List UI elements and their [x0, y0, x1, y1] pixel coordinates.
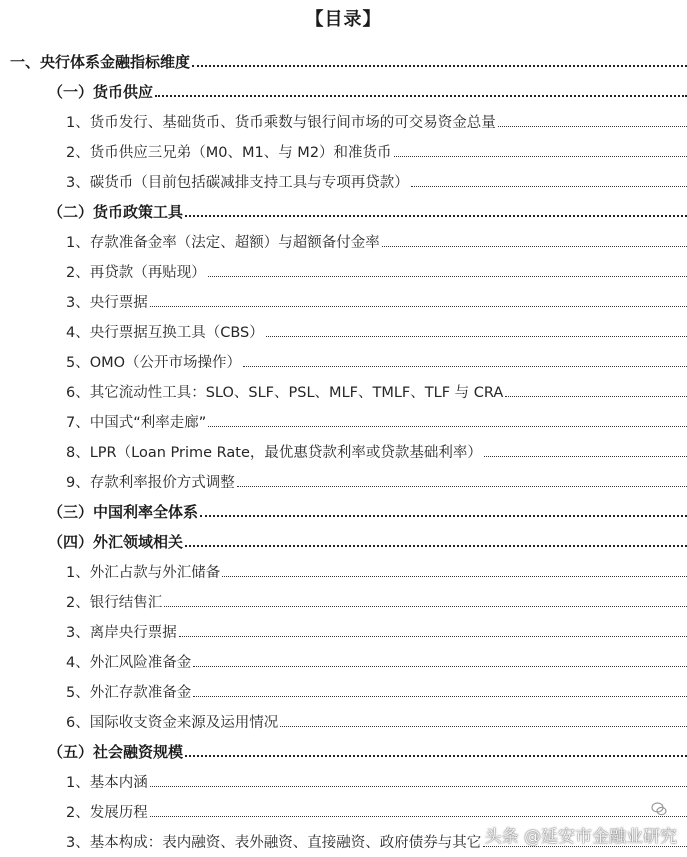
wechat-logo-icon: [651, 801, 667, 817]
toc-entry-label: 4、央行票据互换工具（CBS）: [66, 321, 266, 342]
toc-entry-label: 4、外汇风险准备金: [66, 651, 193, 672]
dot-leader: [179, 636, 687, 637]
toc-entry[interactable]: [0, 436, 687, 466]
dot-leader: [498, 126, 687, 127]
toc-entry-label: 2、再贷款（再贴现）: [66, 261, 208, 282]
dot-leader: [185, 545, 687, 547]
toc-entry-label: 3、离岸央行票据: [66, 621, 179, 642]
toc-entry-label: （二）货币政策工具: [48, 202, 184, 221]
toc-entry-label: 一、央行体系金融指标维度: [10, 52, 191, 71]
watermark-text: 头条 @延安市金融业研究: [484, 827, 677, 847]
dot-leader: [484, 456, 687, 457]
toc-entry[interactable]: [0, 406, 687, 436]
dot-leader: [150, 306, 687, 307]
dot-leader: [150, 786, 687, 787]
toc-entry[interactable]: [0, 676, 687, 706]
watermark: [485, 822, 677, 847]
dot-leader: [155, 95, 687, 97]
toc-entry[interactable]: [0, 106, 687, 136]
dot-leader: [411, 186, 687, 187]
document-title: 【目录】: [305, 9, 382, 30]
toc-entry[interactable]: [0, 286, 687, 316]
toc-entry[interactable]: [0, 196, 687, 226]
dot-leader: [192, 65, 687, 67]
toc-entry[interactable]: [0, 586, 687, 616]
toc-entry-label: 1、货币发行、基础货币、货币乘数与银行间市场的可交易资金总量: [66, 111, 498, 132]
dot-leader: [243, 366, 687, 367]
toc-entry-label: 2、发展历程: [66, 801, 150, 822]
toc-entry[interactable]: [0, 556, 687, 586]
toc-entry-label: 3、央行票据: [66, 291, 150, 312]
dot-leader: [193, 696, 687, 697]
dot-leader: [222, 576, 687, 577]
toc-entry[interactable]: [0, 496, 687, 526]
toc-entry-label: 9、存款利率报价方式调整: [66, 471, 237, 492]
toc-entry[interactable]: [0, 766, 687, 796]
dot-leader: [237, 486, 687, 487]
dot-leader: [382, 246, 687, 247]
toc-entry[interactable]: [0, 466, 687, 496]
toc-entry-label: 1、基本内涵: [66, 771, 150, 792]
toc-entry-label: 1、存款准备金率（法定、超额）与超额备付金率: [66, 231, 382, 252]
dot-leader: [193, 666, 687, 667]
toc-entry-label: （五）社会融资规模: [48, 742, 184, 761]
toc-entry[interactable]: [0, 316, 687, 346]
dot-leader: [208, 276, 687, 277]
toc-entry-label: 5、外汇存款准备金: [66, 681, 193, 702]
toc-entry[interactable]: [0, 376, 687, 406]
dot-leader: [505, 396, 687, 397]
dot-leader: [164, 606, 687, 607]
toc-entry[interactable]: [0, 706, 687, 736]
toc-entry[interactable]: [0, 136, 687, 166]
dot-leader: [280, 726, 687, 727]
dot-leader: [185, 755, 687, 757]
toc-entry-label: 7、中国式“利率走廊”: [66, 411, 208, 432]
toc-entry-label: （四）外汇领域相关: [48, 532, 184, 551]
toc-entry-label: 6、国际收支资金来源及运用情况: [66, 711, 280, 732]
toc-entry-label: 3、基本构成：表内融资、表外融资、直接融资、政府债券与其它: [66, 831, 483, 852]
table-of-contents: [0, 46, 687, 856]
dot-leader: [208, 426, 687, 427]
toc-entry[interactable]: [0, 76, 687, 106]
toc-entry-label: 6、其它流动性工具：SLO、SLF、PSL、MLF、TMLF、TLF 与 CRA: [66, 381, 505, 402]
toc-entry[interactable]: [0, 226, 687, 256]
toc-entry[interactable]: [0, 346, 687, 376]
toc-entry-label: 5、OMO（公开市场操作）: [66, 351, 243, 372]
dot-leader: [200, 515, 687, 517]
toc-entry[interactable]: [0, 736, 687, 766]
toc-entry[interactable]: [0, 256, 687, 286]
toc-entry-label: （三）中国利率全体系: [48, 502, 199, 521]
toc-entry[interactable]: [0, 166, 687, 196]
toc-entry[interactable]: [0, 616, 687, 646]
dot-leader: [150, 816, 687, 817]
toc-entry[interactable]: [0, 46, 687, 76]
toc-entry[interactable]: [0, 526, 687, 556]
dot-leader: [394, 156, 687, 157]
dot-leader: [185, 215, 687, 217]
toc-entry-label: （一）货币供应: [48, 82, 154, 101]
dot-leader: [266, 336, 687, 337]
toc-entry-label: 2、银行结售汇: [66, 591, 164, 612]
toc-entry-label: 3、碳货币（目前包括碳减排支持工具与专项再贷款）: [66, 171, 411, 192]
toc-entry-label: 8、LPR（Loan Prime Rate，最优惠贷款利率或贷款基础利率）: [66, 441, 484, 462]
toc-entry-label: 1、外汇占款与外汇储备: [66, 561, 222, 582]
toc-entry[interactable]: [0, 646, 687, 676]
toc-entry-label: 2、货币供应三兄弟（M0、M1、与 M2）和准货币: [66, 141, 394, 162]
